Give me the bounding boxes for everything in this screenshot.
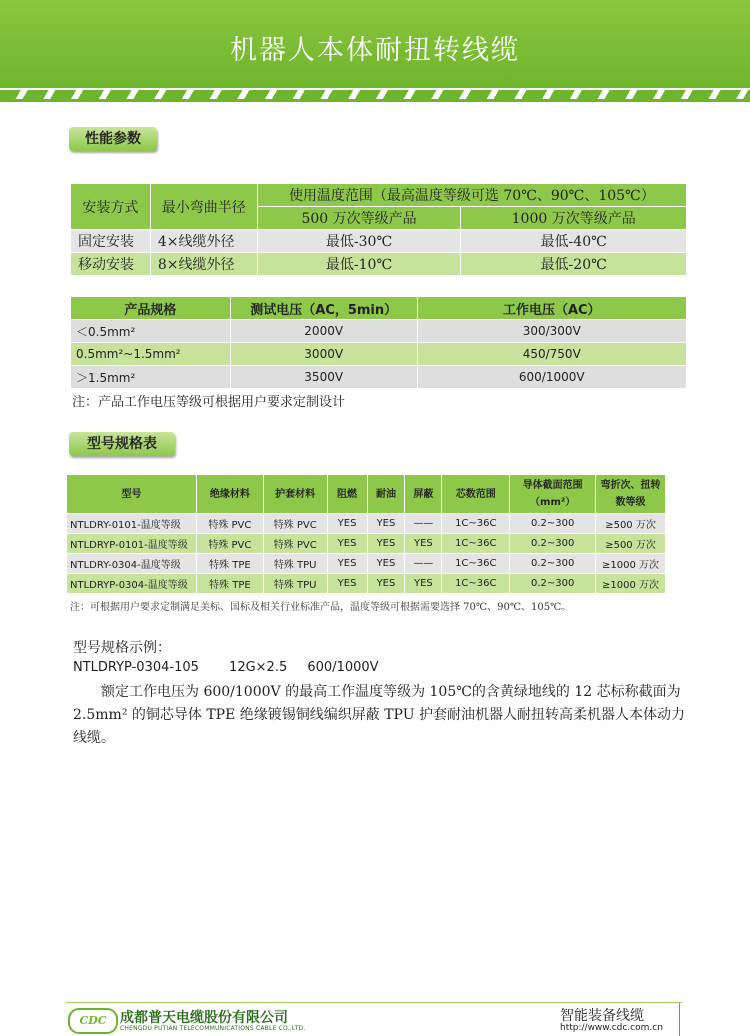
- table-row: [71, 253, 687, 276]
- model-header-cross-section: [510, 475, 596, 514]
- perf-header-bend-radius: 最小弯曲半径: [150, 184, 257, 230]
- example-model: NTLDRYP-0304-105: [73, 660, 199, 675]
- table-cell: YES: [367, 534, 405, 554]
- table-cell: 0.2~300: [510, 534, 596, 554]
- table-cell: 特殊 TPE: [196, 554, 263, 574]
- footer-separator: [679, 1003, 680, 1036]
- example-title: 型号规格示例：: [73, 640, 171, 656]
- table-cell: 最低-30℃: [257, 230, 461, 253]
- table-cell: YES: [367, 514, 405, 534]
- model-header-bend-grade: [596, 475, 666, 514]
- table-row: [67, 574, 666, 594]
- header-line: 弯折次、扭转: [600, 480, 661, 491]
- table-cell: NTLDRYP-0304-温度等级: [67, 574, 197, 594]
- page-title: 机器人本体耐扭转线缆: [230, 35, 520, 66]
- perf-header-1000: 1000 万次等级产品: [461, 207, 687, 230]
- decorative-stripes: [0, 90, 750, 99]
- table-cell: YES: [327, 554, 367, 574]
- header-banner: [0, 0, 750, 88]
- table-cell: ≥1000 万次: [596, 554, 666, 574]
- table-cell: ——: [405, 514, 442, 534]
- perf-header-install: 安装方式: [71, 184, 151, 230]
- perf-header-500: 500 万次等级产品: [257, 207, 461, 230]
- header-line: 导体截面范围: [522, 480, 583, 491]
- table-cell: NTLDRY-0304-温度等级: [67, 554, 197, 574]
- table-cell: ≥500 万次: [596, 534, 666, 554]
- perf-header-temp-range: 使用温度范围（最高温度等级可选 70℃、90℃、105℃）: [257, 184, 686, 207]
- table-cell: ＞1.5mm²: [71, 366, 231, 389]
- company-logo: CDC: [68, 1008, 118, 1034]
- table-row: [71, 366, 687, 389]
- table-cell: 0.2~300: [510, 554, 596, 574]
- table-cell: YES: [367, 554, 405, 574]
- example-description: 额定工作电压为 600/1000V 的最高工作温度等级为 105℃的含黄绿地线的 12 芯标称截面为 2.5mm² 的铜芯导体 TPE 绝缘镀锡铜线编织屏蔽 TPU 护套耐油机器人耐扭转高柔机器人本体动力线缆。: [73, 684, 685, 746]
- footer-url[interactable]: http://www.cdc.com.cn: [560, 1023, 663, 1033]
- table-cell: 特殊 PVC: [196, 534, 263, 554]
- table-cell: 特殊 TPE: [196, 574, 263, 594]
- model-spec-table: [66, 474, 666, 594]
- table-cell: 0.2~300: [510, 574, 596, 594]
- table-cell: 4×线缆外径: [150, 230, 257, 253]
- section-title-performance: 性能参数: [69, 127, 157, 151]
- table-row: [71, 320, 687, 343]
- voltage-note: 注：产品工作电压等级可根据用户要求定制设计: [72, 395, 346, 410]
- table-cell: ≥1000 万次: [596, 574, 666, 594]
- header-line: （mm²）: [530, 497, 576, 508]
- table-cell: YES: [405, 574, 442, 594]
- table-row: [67, 534, 666, 554]
- example-spec: 12G×2.5: [229, 660, 288, 675]
- table-cell: 1C~36C: [442, 554, 510, 574]
- example-model-line: [73, 660, 379, 675]
- table-cell: YES: [327, 534, 367, 554]
- footer-category: 智能装备线缆: [560, 1008, 644, 1024]
- table-cell: 3500V: [230, 366, 417, 389]
- table-cell: 固定安装: [71, 230, 151, 253]
- model-header-sheath: 护套材料: [263, 475, 327, 514]
- volt-header-work: 工作电压（AC）: [417, 297, 687, 320]
- model-table-note: 注：可根据用户要求定制满足美标、国标及相关行业标准产品，温度等级可根据需要选择 70℃、90℃、105℃。: [70, 602, 572, 613]
- table-cell: YES: [327, 514, 367, 534]
- section-title-model-table: 型号规格表: [69, 432, 175, 456]
- table-cell: 0.5mm²~1.5mm²: [71, 343, 231, 366]
- table-cell: 最低-40℃: [461, 230, 687, 253]
- model-header-insulation: 绝缘材料: [196, 475, 263, 514]
- company-name-en: CHENGDU PUTIAN TELECOMMUNICATIONS CABLE CO.,LTD.: [120, 1025, 306, 1032]
- header-underline: [0, 99, 750, 102]
- table-cell: 3000V: [230, 343, 417, 366]
- table-cell: NTLDRY-0101-温度等级: [67, 514, 197, 534]
- table-cell: 特殊 PVC: [263, 534, 327, 554]
- table-row: [71, 343, 687, 366]
- table-cell: 最低-10℃: [257, 253, 461, 276]
- table-row: [67, 514, 666, 534]
- performance-table: [70, 183, 687, 276]
- table-cell: 300/300V: [417, 320, 687, 343]
- table-cell: 8×线缆外径: [150, 253, 257, 276]
- table-cell: ≥500 万次: [596, 514, 666, 534]
- voltage-table: [70, 296, 687, 389]
- table-cell: NTLDRYP-0101-温度等级: [67, 534, 197, 554]
- model-header-model: 型号: [67, 475, 197, 514]
- table-cell: YES: [327, 574, 367, 594]
- table-cell: 移动安装: [71, 253, 151, 276]
- model-header-oil: 耐油: [367, 475, 405, 514]
- table-row: [67, 554, 666, 574]
- table-cell: 600/1000V: [417, 366, 687, 389]
- table-cell: 特殊 TPU: [263, 574, 327, 594]
- company-name-cn: 成都普天电缆股份有限公司: [120, 1010, 288, 1026]
- table-cell: YES: [405, 534, 442, 554]
- table-cell: 最低-20℃: [461, 253, 687, 276]
- table-cell: 1C~36C: [442, 534, 510, 554]
- table-cell: ——: [405, 554, 442, 574]
- table-cell: 450/750V: [417, 343, 687, 366]
- volt-header-test: 测试电压（AC，5min）: [230, 297, 417, 320]
- model-header-flame: 阻燃: [327, 475, 367, 514]
- volt-header-spec: 产品规格: [71, 297, 231, 320]
- table-cell: YES: [367, 574, 405, 594]
- footer-divider: [66, 1002, 682, 1003]
- table-cell: 特殊 TPU: [263, 554, 327, 574]
- table-cell: ＜0.5mm²: [71, 320, 231, 343]
- table-cell: 1C~36C: [442, 574, 510, 594]
- table-row: [71, 230, 687, 253]
- table-cell: 特殊 PVC: [196, 514, 263, 534]
- model-header-shield: 屏蔽: [405, 475, 442, 514]
- table-cell: 特殊 PVC: [263, 514, 327, 534]
- table-cell: 2000V: [230, 320, 417, 343]
- example-voltage: 600/1000V: [307, 660, 379, 675]
- table-cell: 0.2~300: [510, 514, 596, 534]
- header-line: 数等级: [615, 497, 646, 508]
- table-cell: 1C~36C: [442, 514, 510, 534]
- model-header-cores: 芯数范围: [442, 475, 510, 514]
